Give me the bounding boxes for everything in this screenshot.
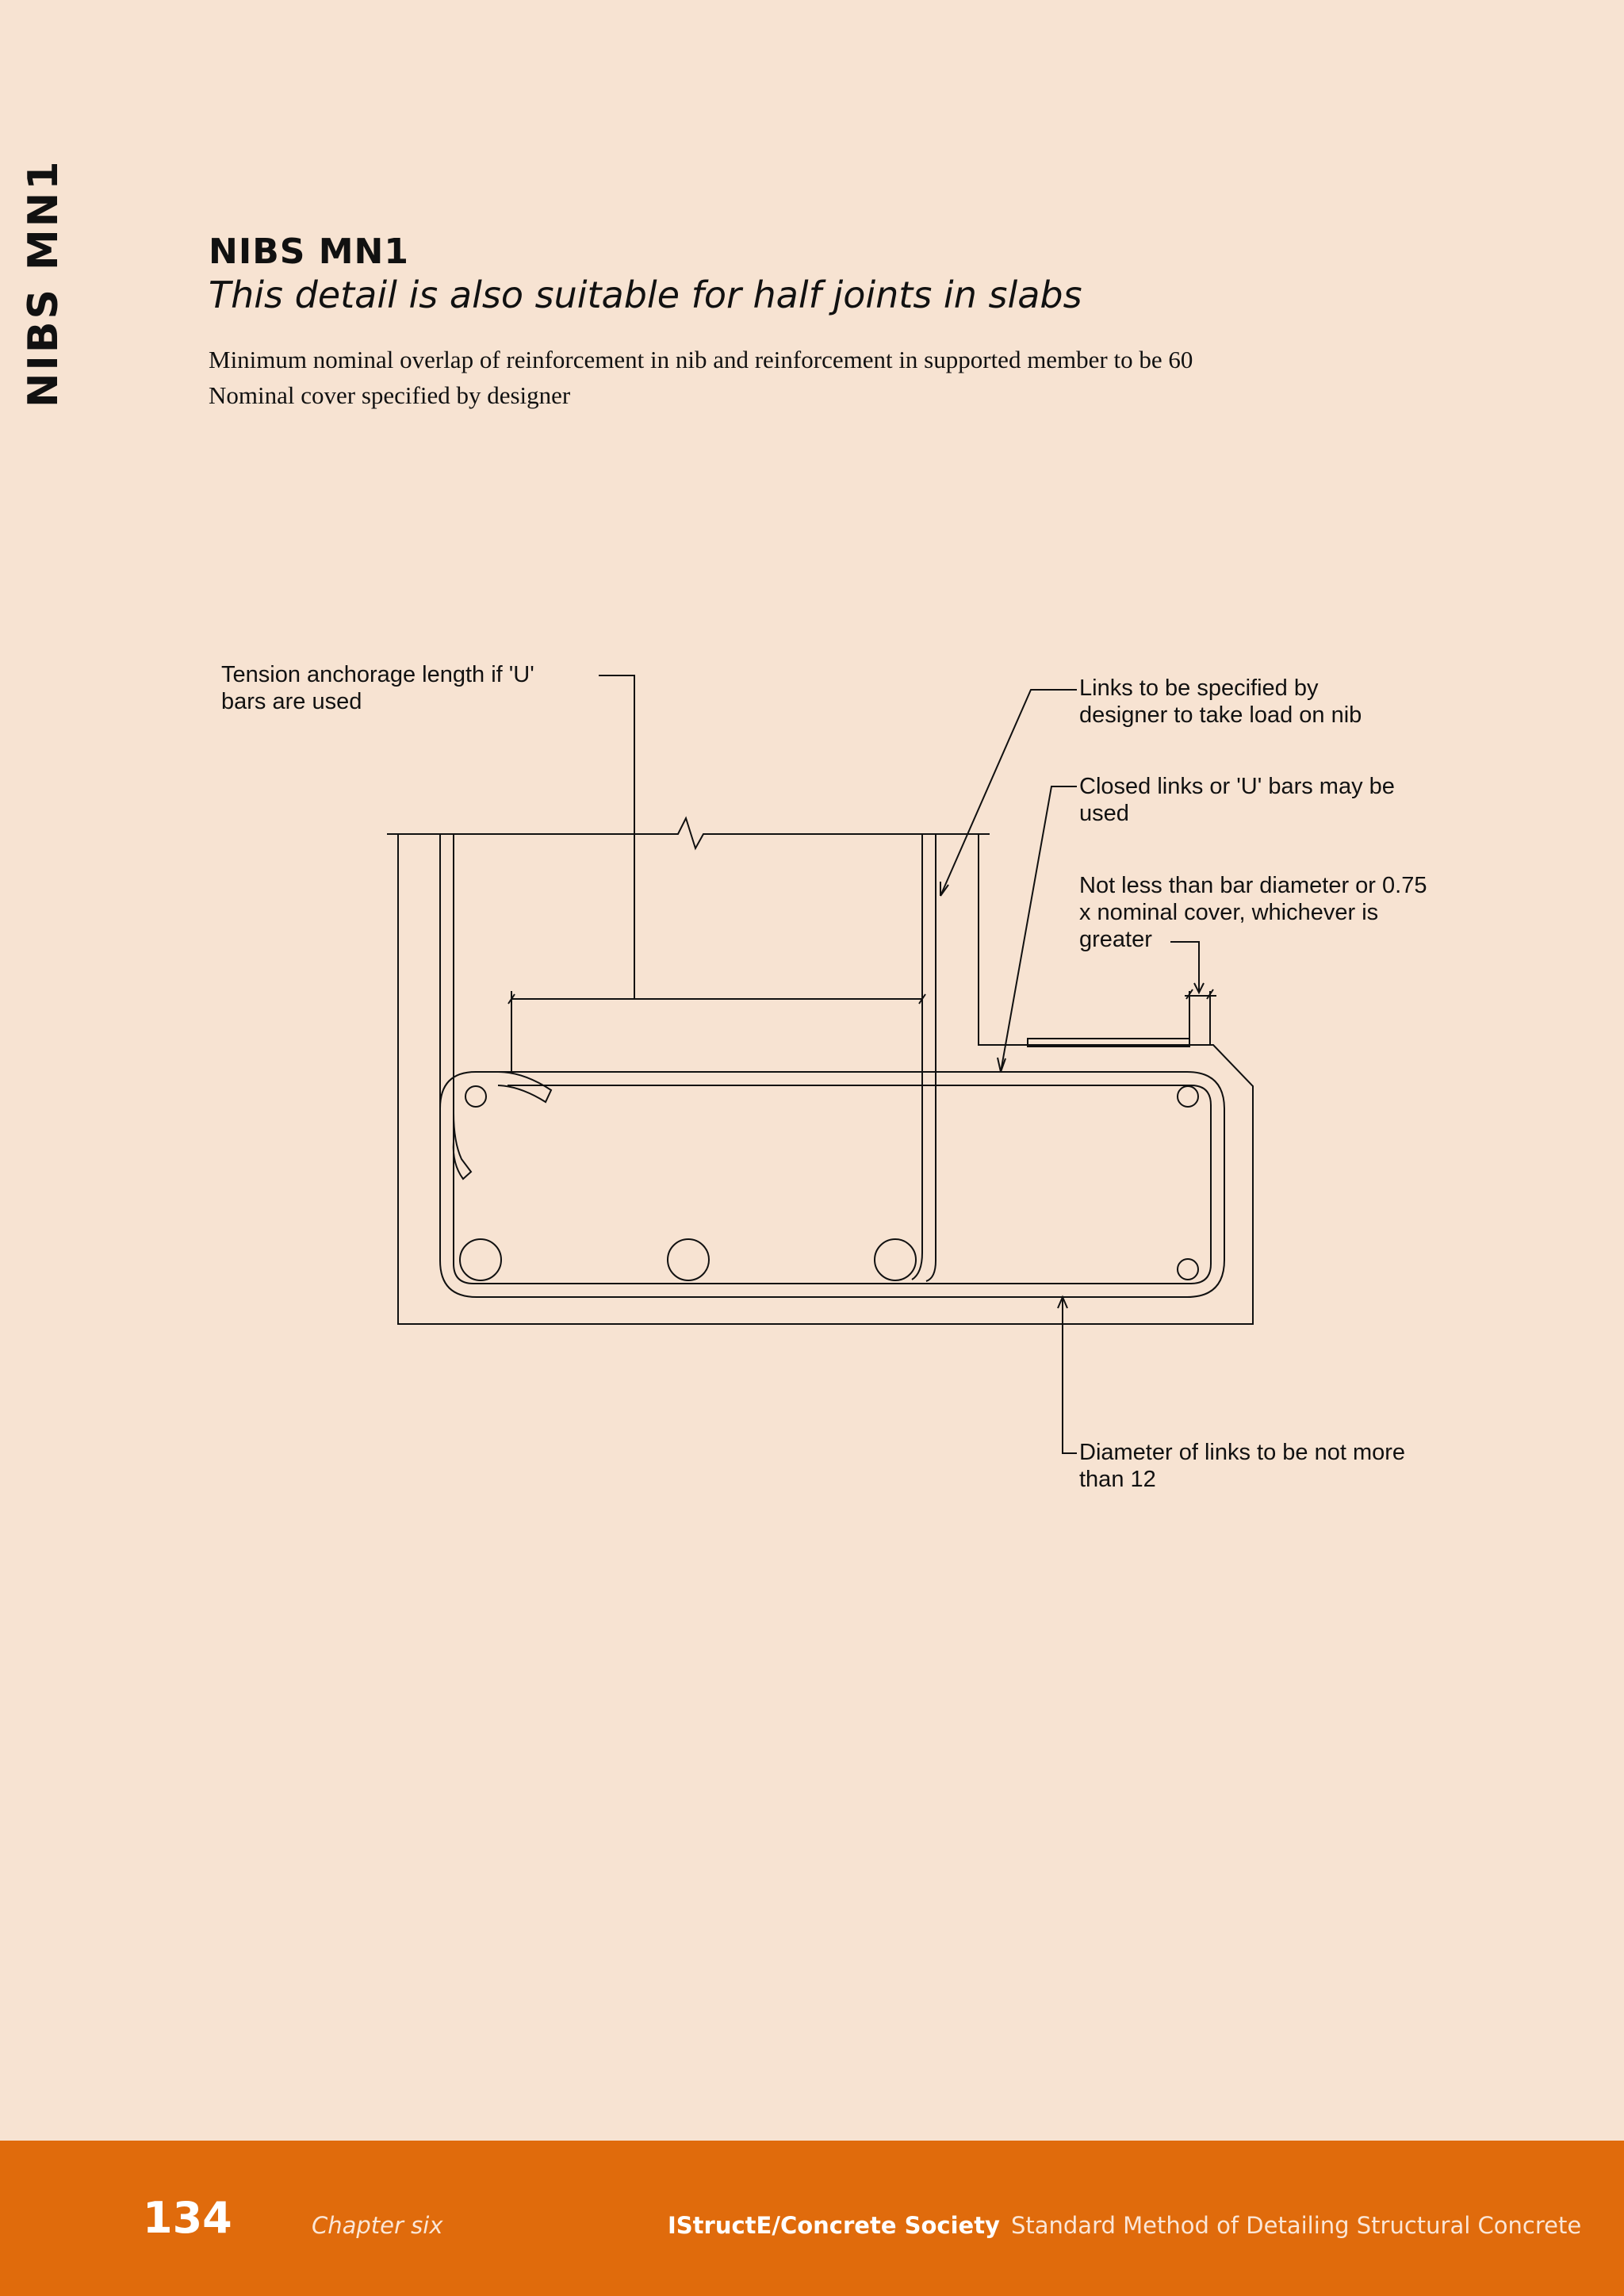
anchorage-dim-line [508, 991, 925, 1072]
note-overlap: Minimum nominal overlap of reinforcement in nib and reinforcement in supported member to be 60 [209, 346, 1193, 373]
publisher-name: IStructE/Concrete Society [668, 2212, 1000, 2239]
link-hook-top [498, 1072, 551, 1102]
anchorage-leader [599, 675, 634, 999]
main-bar-3 [875, 1239, 916, 1280]
page-subtitle: This detail is also suitable for half joints in slabs [209, 274, 1082, 316]
closed-links-leader [1001, 786, 1077, 1072]
corner-bar-top-left [465, 1086, 486, 1107]
main-bar-1 [460, 1239, 501, 1280]
page-number: 134 [143, 2193, 232, 2243]
callout-not-less-than: Not less than bar diameter or 0.75 x nominal cover, whichever is greater [1079, 873, 1427, 952]
main-bar-2 [668, 1239, 709, 1280]
side-tab-label: NIBS MN1 [20, 159, 67, 408]
page-footer [0, 2141, 1624, 2296]
nib-link-outer [440, 1072, 1224, 1297]
cover-dim [1185, 989, 1216, 1045]
nib-link-inner [454, 1085, 1211, 1284]
corner-bar-top-right [1178, 1086, 1198, 1107]
chapter-label: Chapter six [312, 2212, 443, 2239]
diameter-leader [1058, 1297, 1077, 1453]
callout-tension-anchorage: Tension anchorage length if 'U' bars are used [221, 662, 534, 714]
link-leg-right-outer [912, 834, 922, 1280]
corner-bar-bottom-right [1178, 1259, 1198, 1280]
links-leader [940, 690, 1077, 896]
callout-diameter-links: Diameter of links to be not more than 12 [1079, 1440, 1406, 1492]
link-hook-side [454, 1113, 471, 1179]
book-title: Standard Method of Detailing Structural Concrete [1010, 2212, 1582, 2239]
publication-credit [668, 2212, 1581, 2239]
note-cover: Nominal cover specified by designer [209, 381, 571, 409]
link-leg-right-inner [926, 834, 936, 1281]
page-title: NIBS MN1 [209, 232, 409, 272]
top-edge-line [387, 818, 990, 848]
callout-links-specified: Links to be specified by designer to take load on nib [1079, 675, 1362, 728]
callout-closed-links: Closed links or 'U' bars may be used [1079, 774, 1395, 826]
